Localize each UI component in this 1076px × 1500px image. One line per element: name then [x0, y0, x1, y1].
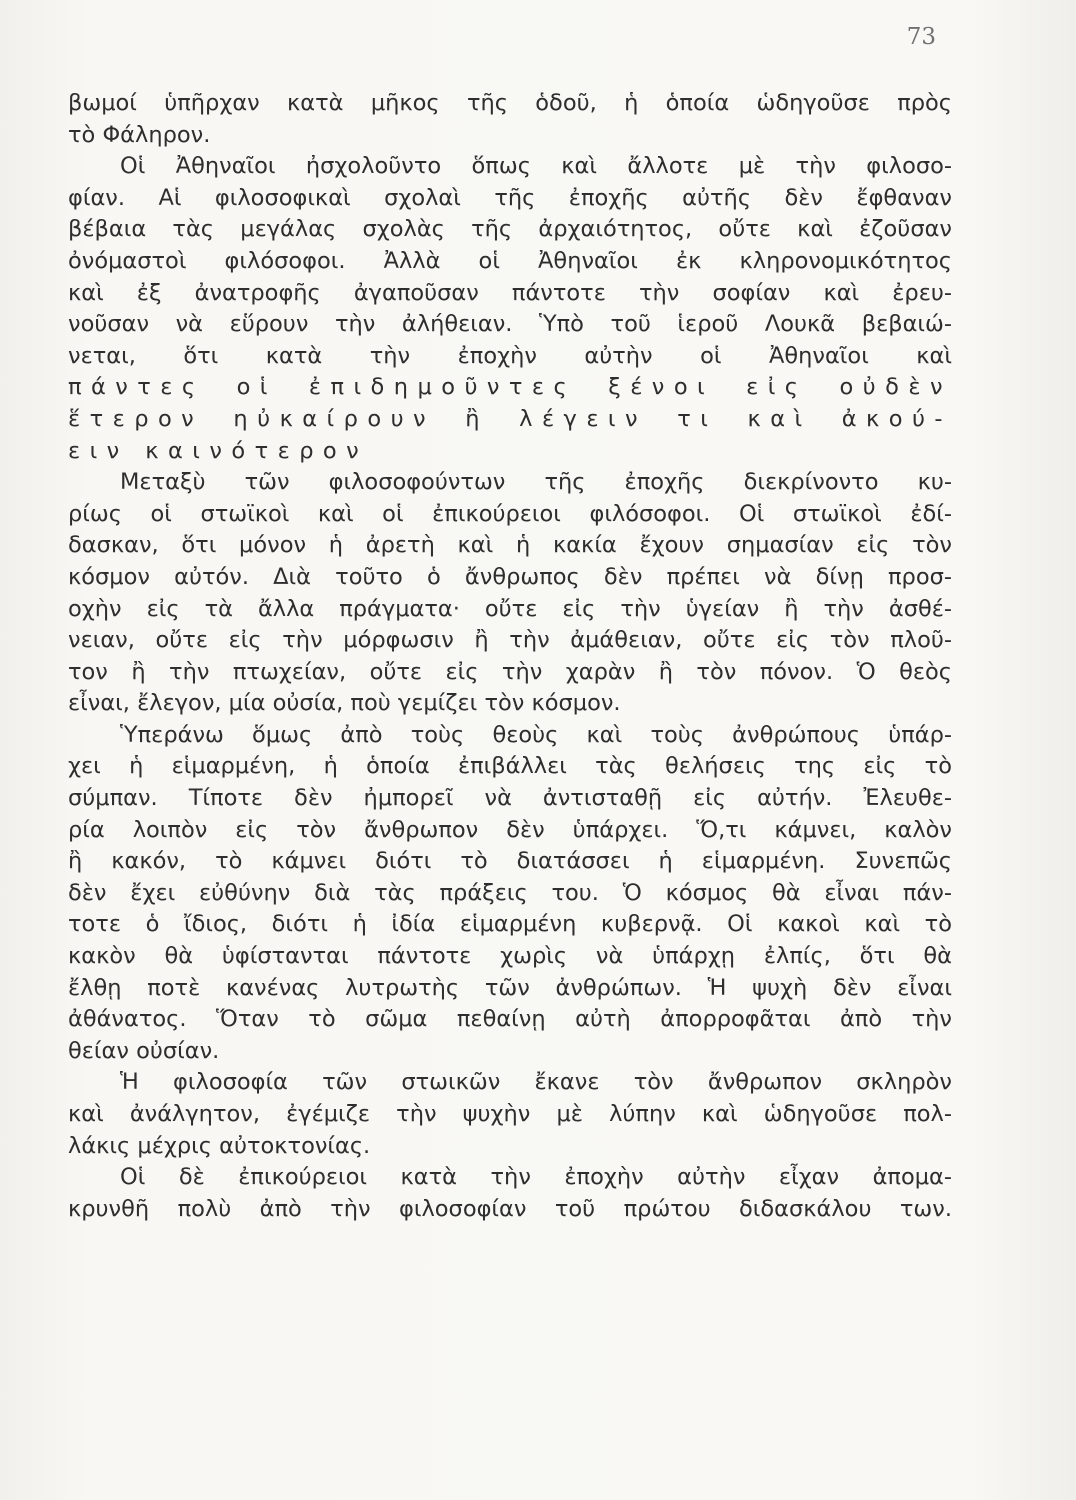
text-line-spaced: ἕτερον ηὐκαίρουν ἢ λέγειν τι καὶ ἀκού- [68, 405, 952, 432]
text-line: τον ἢ τὴν πτωχείαν, οὔτε εἰς τὴν χαρὰν ἢ τὸν πόνον. Ὁ θεὸς [68, 658, 952, 685]
body-text [68, 88, 952, 1225]
text-line: ἢ κακόν, τὸ κάμνει διότι τὸ διατάσσει ἡ εἱμαρμένη. Συνεπῶς [68, 848, 952, 875]
text-line: θείαν οὐσίαν. [68, 1037, 220, 1064]
text-line: ἀθάνατος. Ὅταν τὸ σῶμα πεθαίνῃ αὐτὴ ἀπορροφᾶται ἀπὸ τὴν [68, 1006, 952, 1033]
text-line: Οἱ Ἀθηναῖοι ἠσχολοῦντο ὅπως καὶ ἄλλοτε μὲ τὴν φιλοσο- [120, 153, 952, 180]
text-line: Ἡ φιλοσοφία τῶν στωικῶν ἔκανε τὸν ἄνθρωπον σκληρὸν [120, 1069, 952, 1096]
text-line: τὸ Φάληρον. [68, 121, 211, 148]
text-line-spaced: ειν καινότερον [68, 437, 369, 464]
text-line: κόσμον αὐτόν. Διὰ τοῦτο ὁ ἄνθρωπος δὲν πρέπει νὰ δίνῃ προσ- [68, 563, 952, 590]
text-line: λάκις μέχρις αὐτοκτονίας. [68, 1132, 371, 1159]
text-line: ρίως οἱ στωϊκοὶ καὶ οἱ ἐπικούρειοι φιλόσοφοι. Οἱ στωϊκοὶ ἐδί- [68, 500, 952, 527]
text-line: κακὸν θὰ ὑφίστανται πάντοτε χωρὶς νὰ ὑπάρχῃ ἐλπίς, ὅτι θὰ [68, 943, 952, 970]
page-number: 73 [906, 24, 936, 50]
text-line: Ὑπεράνω ὅμως ἀπὸ τοὺς θεοὺς καὶ τοὺς ἀνθρώπους ὑπάρ- [120, 721, 952, 748]
text-line: βωμοί ὑπῆρχαν κατὰ μῆκος τῆς ὁδοῦ, ἡ ὁποία ὡδηγοῦσε πρὸς [68, 90, 952, 116]
text-line: νοῦσαν νὰ εὕρουν τὴν ἀλήθειαν. Ὑπὸ τοῦ ἱεροῦ Λουκᾶ βεβαιώ- [68, 311, 952, 338]
text-line: εἶναι, ἔλεγον, μία οὐσία, ποὺ γεμίζει τὸν κόσμον. [68, 690, 621, 717]
text-line: τοτε ὁ ἴδιος, διότι ἡ ἰδία εἱμαρμένη κυβερνᾷ. Οἱ κακοὶ καὶ τὸ [68, 911, 952, 938]
text-line: δὲν ἔχει εὐθύνην διὰ τὰς πράξεις του. Ὁ κόσμος θὰ εἶναι πάν- [68, 879, 952, 906]
text-line-spaced: πάντες οἱ ἐπιδημοῦντες ξένοι εἰς οὐδὲν [68, 374, 952, 401]
text-line: Οἱ δὲ ἐπικούρειοι κατὰ τὴν ἐποχὴν αὐτὴν εἶχαν ἀπομα- [120, 1164, 952, 1191]
text-line: καὶ ἀνάλγητον, ἐγέμιζε τὴν ψυχὴν μὲ λύπην καὶ ὡδηγοῦσε πολ- [68, 1101, 952, 1127]
text-line: νεται, ὅτι κατὰ τὴν ἐποχὴν αὐτὴν οἱ Ἀθηναῖοι καὶ [68, 342, 952, 369]
text-line: ρία λοιπὸν εἰς τὸν ἄνθρωπον δὲν ὑπάρχει. Ὅ,τι κάμνει, καλὸν [68, 816, 952, 843]
text-line: δασκαν, ὅτι μόνον ἡ ἀρετὴ καὶ ἡ κακία ἔχουν σημασίαν εἰς τὸν [68, 532, 952, 559]
text-line: φίαν. Αἱ φιλοσοφικαὶ σχολαὶ τῆς ἐποχῆς αὐτῆς δὲν ἔφθαναν [68, 184, 952, 211]
text-line: ἔλθῃ ποτὲ κανένας λυτρωτὴς τῶν ἀνθρώπων. Ἡ ψυχὴ δὲν εἶναι [68, 974, 952, 1001]
text-line: καὶ ἐξ ἀνατροφῆς ἀγαποῦσαν πάντοτε τὴν σοφίαν καὶ ἐρευ- [68, 279, 952, 306]
text-line: χει ἡ εἱμαρμένη, ἡ ὁποία ἐπιβάλλει τὰς θελήσεις της εἰς τὸ [68, 753, 952, 780]
text-line: βέβαια τὰς μεγάλας σχολὰς τῆς ἀρχαιότητος, οὔτε καὶ ἐζοῦσαν [68, 216, 952, 243]
text-line: κρυνθῆ πολὺ ἀπὸ τὴν φιλοσοφίαν τοῦ πρώτου διδασκάλου των. [68, 1195, 952, 1222]
text-line: οχὴν εἰς τὰ ἄλλα πράγματα· οὔτε εἰς τὴν ὑγείαν ἢ τὴν ἀσθέ- [68, 595, 952, 622]
text-line: Μεταξὺ τῶν φιλοσοφούντων τῆς ἐποχῆς διεκρίνοντο κυ- [120, 469, 952, 496]
text-line: σύμπαν. Τίποτε δὲν ἠμπορεῖ νὰ ἀντισταθῇ εἰς αὐτήν. Ἐλευθε- [68, 785, 952, 812]
text-line: νειαν, οὔτε εἰς τὴν μόρφωσιν ἢ τὴν ἀμάθειαν, οὔτε εἰς τὸν πλοῦ- [68, 627, 952, 654]
text-line: ὀνόμαστοὶ φιλόσοφοι. Ἀλλὰ οἱ Ἀθηναῖοι ἐκ κληρονομικότητος [68, 247, 952, 274]
